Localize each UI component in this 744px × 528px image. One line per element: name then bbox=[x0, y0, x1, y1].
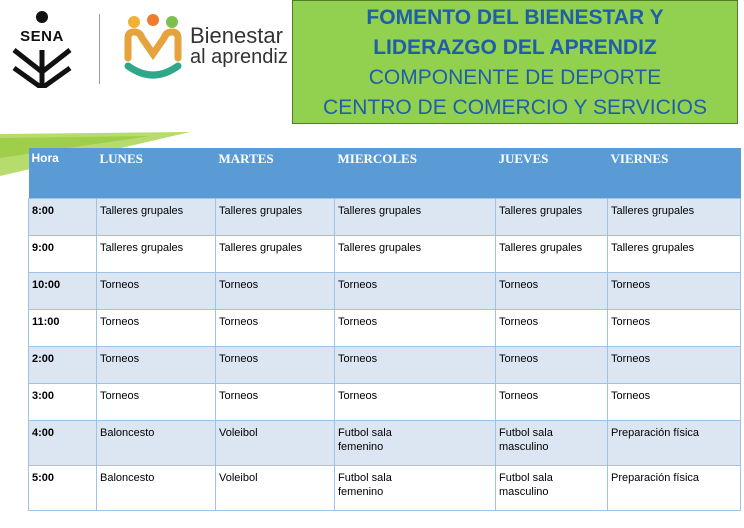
schedule-table bbox=[28, 148, 741, 511]
bienestar-logo-subtitle: al aprendiz bbox=[190, 46, 288, 68]
hora-cell: 3:00 bbox=[29, 383, 97, 420]
table-header-row bbox=[29, 148, 741, 198]
table-cell: Talleres grupales bbox=[608, 235, 741, 272]
table-cell: Talleres grupales bbox=[496, 235, 608, 272]
hora-cell: 9:00 bbox=[29, 235, 97, 272]
table-cell: Baloncesto bbox=[97, 420, 216, 465]
table-cell: Talleres grupales bbox=[335, 235, 496, 272]
sena-logo bbox=[6, 10, 78, 88]
table-cell: Torneos bbox=[216, 272, 335, 309]
table-row bbox=[29, 465, 741, 510]
table-cell: Torneos bbox=[335, 383, 496, 420]
table-cell: Torneos bbox=[216, 346, 335, 383]
table-cell: Torneos bbox=[496, 383, 608, 420]
table-cell: Torneos bbox=[335, 309, 496, 346]
header-line-1: FOMENTO DEL BIENESTAR Y bbox=[366, 6, 664, 29]
header-line-4: CENTRO DE COMERCIO Y SERVICIOS bbox=[323, 96, 707, 119]
hora-cell: 10:00 bbox=[29, 272, 97, 309]
column-header-jueves: JUEVES bbox=[496, 148, 608, 198]
table-row bbox=[29, 272, 741, 309]
table-cell: Voleibol bbox=[216, 420, 335, 465]
table-cell: Talleres grupales bbox=[496, 198, 608, 235]
table-cell: Torneos bbox=[608, 383, 741, 420]
table-cell: Torneos bbox=[97, 272, 216, 309]
table-cell: Torneos bbox=[496, 272, 608, 309]
table-row bbox=[29, 346, 741, 383]
table-cell: Futbol sala masculino bbox=[496, 420, 608, 465]
column-header-lunes: LUNES bbox=[97, 148, 216, 198]
table-row bbox=[29, 309, 741, 346]
table-cell: Torneos bbox=[216, 309, 335, 346]
table-cell: Torneos bbox=[335, 346, 496, 383]
header-box bbox=[292, 0, 738, 124]
table-cell: Talleres grupales bbox=[97, 235, 216, 272]
bienestar-logo bbox=[122, 14, 184, 80]
hora-cell: 4:00 bbox=[29, 420, 97, 465]
table-cell: Torneos bbox=[496, 309, 608, 346]
table-cell: Talleres grupales bbox=[216, 198, 335, 235]
logo-divider bbox=[99, 14, 100, 84]
table-row bbox=[29, 420, 741, 465]
hora-cell: 11:00 bbox=[29, 309, 97, 346]
bienestar-logo-title: Bienestar bbox=[190, 23, 283, 48]
table-cell: Torneos bbox=[97, 383, 216, 420]
header-line-3: COMPONENTE DE DEPORTE bbox=[368, 66, 662, 89]
table-cell: Talleres grupales bbox=[97, 198, 216, 235]
header-line-2: LIDERAZGO DEL APRENDIZ bbox=[373, 36, 657, 59]
column-header-martes: MARTES bbox=[216, 148, 335, 198]
table-cell: Torneos bbox=[608, 272, 741, 309]
column-header-miercoles: MIERCOLES bbox=[335, 148, 496, 198]
table-cell: Futbol sala masculino bbox=[496, 465, 608, 510]
table-cell: Talleres grupales bbox=[608, 198, 741, 235]
table-cell: Preparación física bbox=[608, 465, 741, 510]
table-cell: Baloncesto bbox=[97, 465, 216, 510]
table-row bbox=[29, 198, 741, 235]
table-cell: Futbol sala femenino bbox=[335, 420, 496, 465]
hora-cell: 5:00 bbox=[29, 465, 97, 510]
table-row bbox=[29, 235, 741, 272]
table-cell: Torneos bbox=[97, 309, 216, 346]
table-cell: Talleres grupales bbox=[335, 198, 496, 235]
sena-logo-text: SENA bbox=[20, 28, 64, 45]
table-cell: Torneos bbox=[335, 272, 496, 309]
hora-cell: 8:00 bbox=[29, 198, 97, 235]
table-cell: Torneos bbox=[608, 346, 741, 383]
column-header-hora: Hora bbox=[29, 148, 97, 198]
table-cell: Talleres grupales bbox=[216, 235, 335, 272]
table-cell: Torneos bbox=[496, 346, 608, 383]
column-header-viernes: VIERNES bbox=[608, 148, 741, 198]
table-cell: Torneos bbox=[97, 346, 216, 383]
table-cell: Voleibol bbox=[216, 465, 335, 510]
table-cell: Torneos bbox=[216, 383, 335, 420]
table-cell: Torneos bbox=[608, 309, 741, 346]
table-cell: Preparación física bbox=[608, 420, 741, 465]
table-row bbox=[29, 383, 741, 420]
hora-cell: 2:00 bbox=[29, 346, 97, 383]
table-cell: Futbol sala femenino bbox=[335, 465, 496, 510]
